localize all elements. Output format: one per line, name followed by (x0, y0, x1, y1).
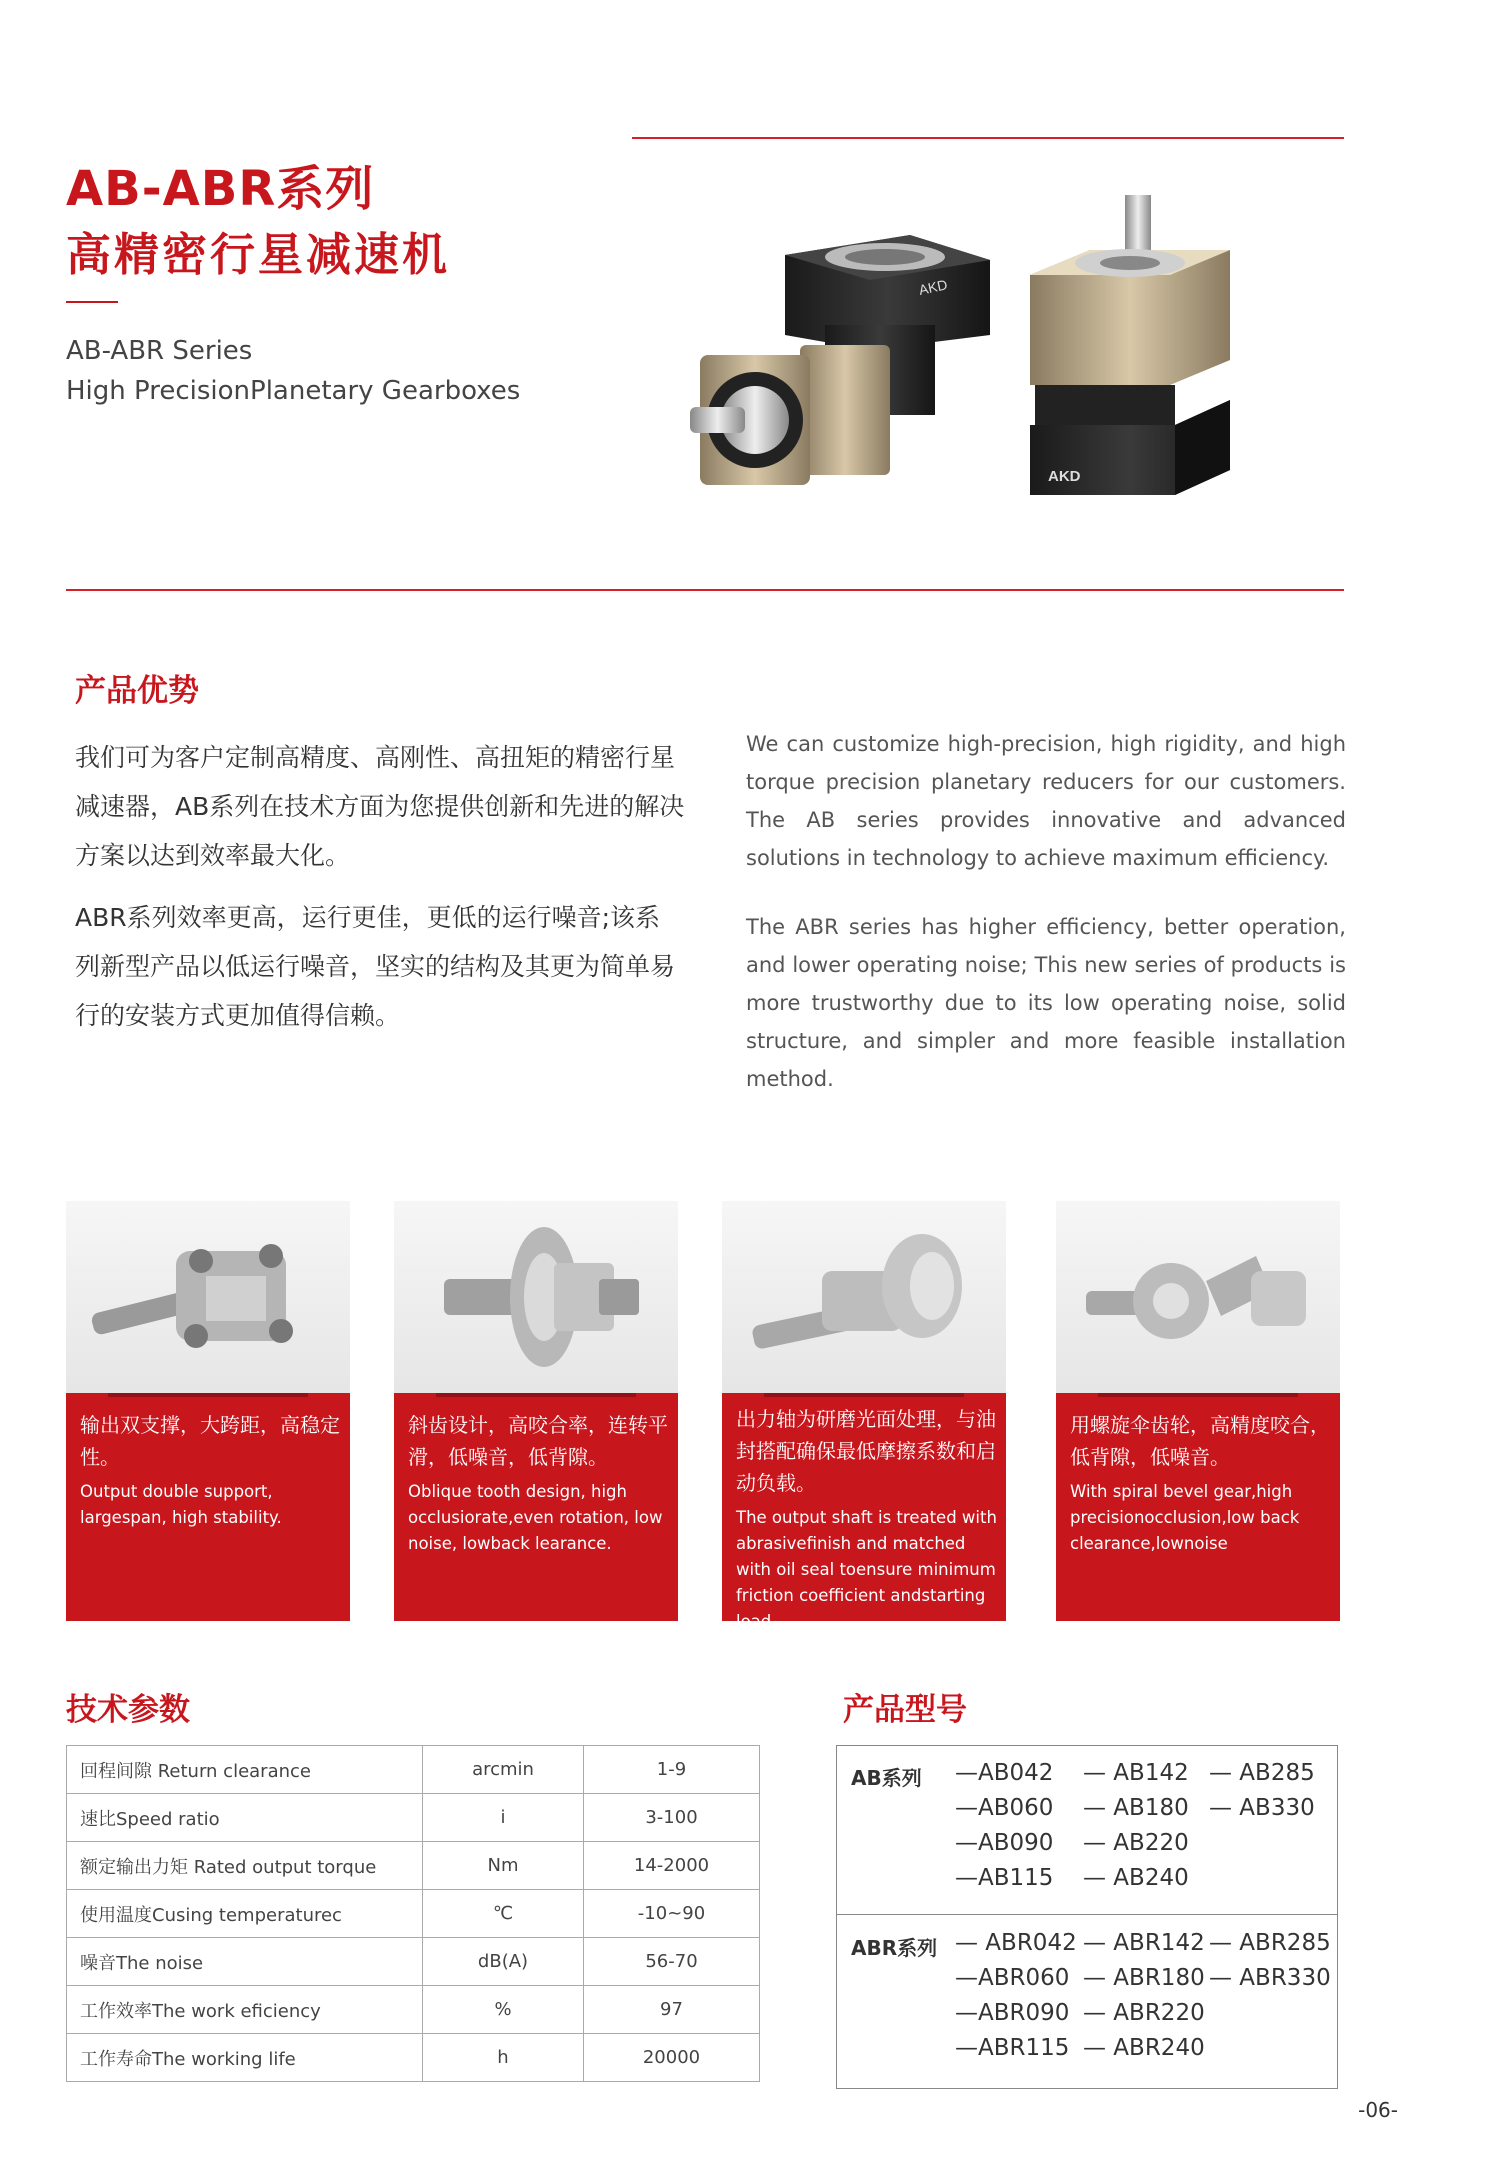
model-item: — ABR285 (1209, 1930, 1331, 1956)
table-row (67, 1794, 760, 1842)
feature-image-1 (66, 1201, 350, 1393)
spec-name: 工作寿命The working life (67, 2034, 423, 2082)
table-row (67, 1938, 760, 1986)
spec-value: 56-70 (584, 1938, 760, 1986)
model-item: — AB240 (1083, 1865, 1189, 1891)
spec-name: 噪音The noise (67, 1938, 423, 1986)
page-number: -06- (1358, 2098, 1398, 2122)
model-item: —AB060 (955, 1795, 1054, 1821)
ab-models-col-3 (1209, 1756, 1315, 1826)
spec-value: 3-100 (584, 1794, 760, 1842)
feature-image-3 (722, 1201, 1006, 1393)
table-row (67, 1986, 760, 2034)
models-heading: 产品型号 (843, 1692, 967, 1728)
model-item: — AB330 (1209, 1795, 1315, 1821)
feature-en-2: Oblique tooth design, high occlusiorate,even rotation, low noise, lowback learance. (408, 1482, 663, 1553)
spec-unit: dB(A) (423, 1938, 584, 1986)
abr-models-col-3 (1209, 1926, 1331, 1996)
feature-cn-2: 斜齿设计，高咬合率，连转平滑，低噪音，低背隙。 (408, 1413, 668, 1469)
ab-models-col-1 (955, 1756, 1053, 1896)
table-row (67, 1842, 760, 1890)
model-item: — AB142 (1083, 1760, 1189, 1786)
advantages-en-para-2: The ABR series has higher efficiency, better operation, and lower operating noise; This new series of products is more trustworthy due to its low operating noise, solid structure, and simpler and more feasible installation method. (746, 915, 1346, 1091)
spec-unit: h (423, 2034, 584, 2082)
model-item: —ABR115 (955, 2035, 1070, 2061)
abr-series-label: ABR系列 (851, 1936, 938, 1960)
table-row (67, 2034, 760, 2082)
top-rule (632, 137, 1344, 139)
model-item: — AB180 (1083, 1795, 1189, 1821)
model-item: — ABR042 (955, 1930, 1077, 1956)
spec-name: 回程间隙 Return clearance (67, 1746, 423, 1794)
feature-image-2 (394, 1201, 678, 1393)
model-item: —AB042 (955, 1760, 1054, 1786)
spec-name: 额定输出力矩 Rated output torque (67, 1842, 423, 1890)
feature-card-3 (722, 1201, 1006, 1631)
table-row (67, 1890, 760, 1938)
model-item: —ABR060 (955, 1965, 1070, 1991)
model-item: — ABR240 (1083, 2035, 1205, 2061)
title-divider (66, 301, 118, 303)
feature-cn-4: 用螺旋伞齿轮，高精度咬合，低背隙，低噪音。 (1070, 1413, 1330, 1469)
spec-name: 使用温度Cusing temperaturec (67, 1890, 423, 1938)
specs-heading: 技术参数 (66, 1692, 190, 1728)
feature-en-1: Output double support, largespan, high stability. (80, 1482, 282, 1527)
akd-logo-1: AKD (917, 276, 949, 298)
specs-table (66, 1745, 760, 2082)
feature-en-4: With spiral bevel gear,high precisionocclusion,low back clearance,lownoise (1070, 1482, 1300, 1553)
models-box (836, 1745, 1338, 2089)
subtitle-en-2: High PrecisionPlanetary Gearboxes (66, 376, 521, 406)
model-item: —AB090 (955, 1830, 1054, 1856)
spec-value: 20000 (584, 2034, 760, 2082)
ab-models-col-2 (1083, 1756, 1189, 1896)
spec-unit: ℃ (423, 1890, 584, 1938)
subtitle-en-1: AB-ABR Series (66, 336, 253, 366)
model-item: —AB115 (955, 1865, 1054, 1891)
akd-logo-2: AKD (1048, 468, 1081, 485)
header-bottom-rule (66, 589, 1344, 591)
abr-models-col-2 (1083, 1926, 1205, 2066)
advantages-en-para-1: We can customize high-precision, high rigidity, and high torque precision planetary reducers for our customers. The AB series provides innovative and advanced solutions in technology to achieve maximum efficiency. (746, 732, 1346, 870)
spec-value: -10~90 (584, 1890, 760, 1938)
model-item: — AB285 (1209, 1760, 1315, 1786)
spec-name: 工作效率The work eficiency (67, 1986, 423, 2034)
feature-card-2 (394, 1201, 678, 1621)
gearbox-product-image (670, 185, 1270, 530)
feature-cn-1: 输出双支撑，大跨距，高稳定性。 (80, 1413, 340, 1469)
spec-value: 14-2000 (584, 1842, 760, 1890)
table-row (67, 1746, 760, 1794)
feature-en-3: The output shaft is treated with abrasivefinish and matched with oil seal toensure minimum friction coefficient andstarting load. (736, 1508, 997, 1631)
spec-value: 1-9 (584, 1746, 760, 1794)
spec-unit: i (423, 1794, 584, 1842)
model-item: — ABR220 (1083, 2000, 1205, 2026)
spec-unit: % (423, 1986, 584, 2034)
model-item: — ABR330 (1209, 1965, 1331, 1991)
model-item: —ABR090 (955, 2000, 1070, 2026)
spec-name: 速比Speed ratio (67, 1794, 423, 1842)
page-subtitle-cn: 高精密行星减速机 (66, 228, 451, 281)
model-item: — ABR180 (1083, 1965, 1205, 1991)
spec-unit: arcmin (423, 1746, 584, 1794)
spec-unit: Nm (423, 1842, 584, 1890)
advantages-cn-para-2: ABR系列效率更高，运行更佳，更低的运行噪音;该系列新型产品以低运行噪音，坚实的结构及其更为简单易行的安装方式更加值得信赖。 (75, 903, 676, 1030)
spec-value: 97 (584, 1986, 760, 2034)
page-title: AB-ABR系列 (66, 161, 375, 217)
abr-models-col-1 (955, 1926, 1077, 2066)
feature-cn-3: 出力轴为研磨光面处理，与油封搭配确保最低摩擦系数和启动负载。 (736, 1407, 996, 1495)
feature-card-4 (1056, 1201, 1340, 1621)
model-item: — AB220 (1083, 1830, 1189, 1856)
model-item: — ABR142 (1083, 1930, 1205, 1956)
models-divider (837, 1914, 1337, 1915)
feature-image-4 (1056, 1201, 1340, 1393)
advantages-heading: 产品优势 (75, 673, 199, 709)
feature-card-1 (66, 1201, 350, 1621)
advantages-cn-para-1: 我们可为客户定制高精度、高刚性、高扭矩的精密行星减速器，AB系列在技术方面为您提供创新和先进的解决方案以达到效率最大化。 (75, 743, 685, 870)
ab-series-label: AB系列 (851, 1766, 922, 1790)
